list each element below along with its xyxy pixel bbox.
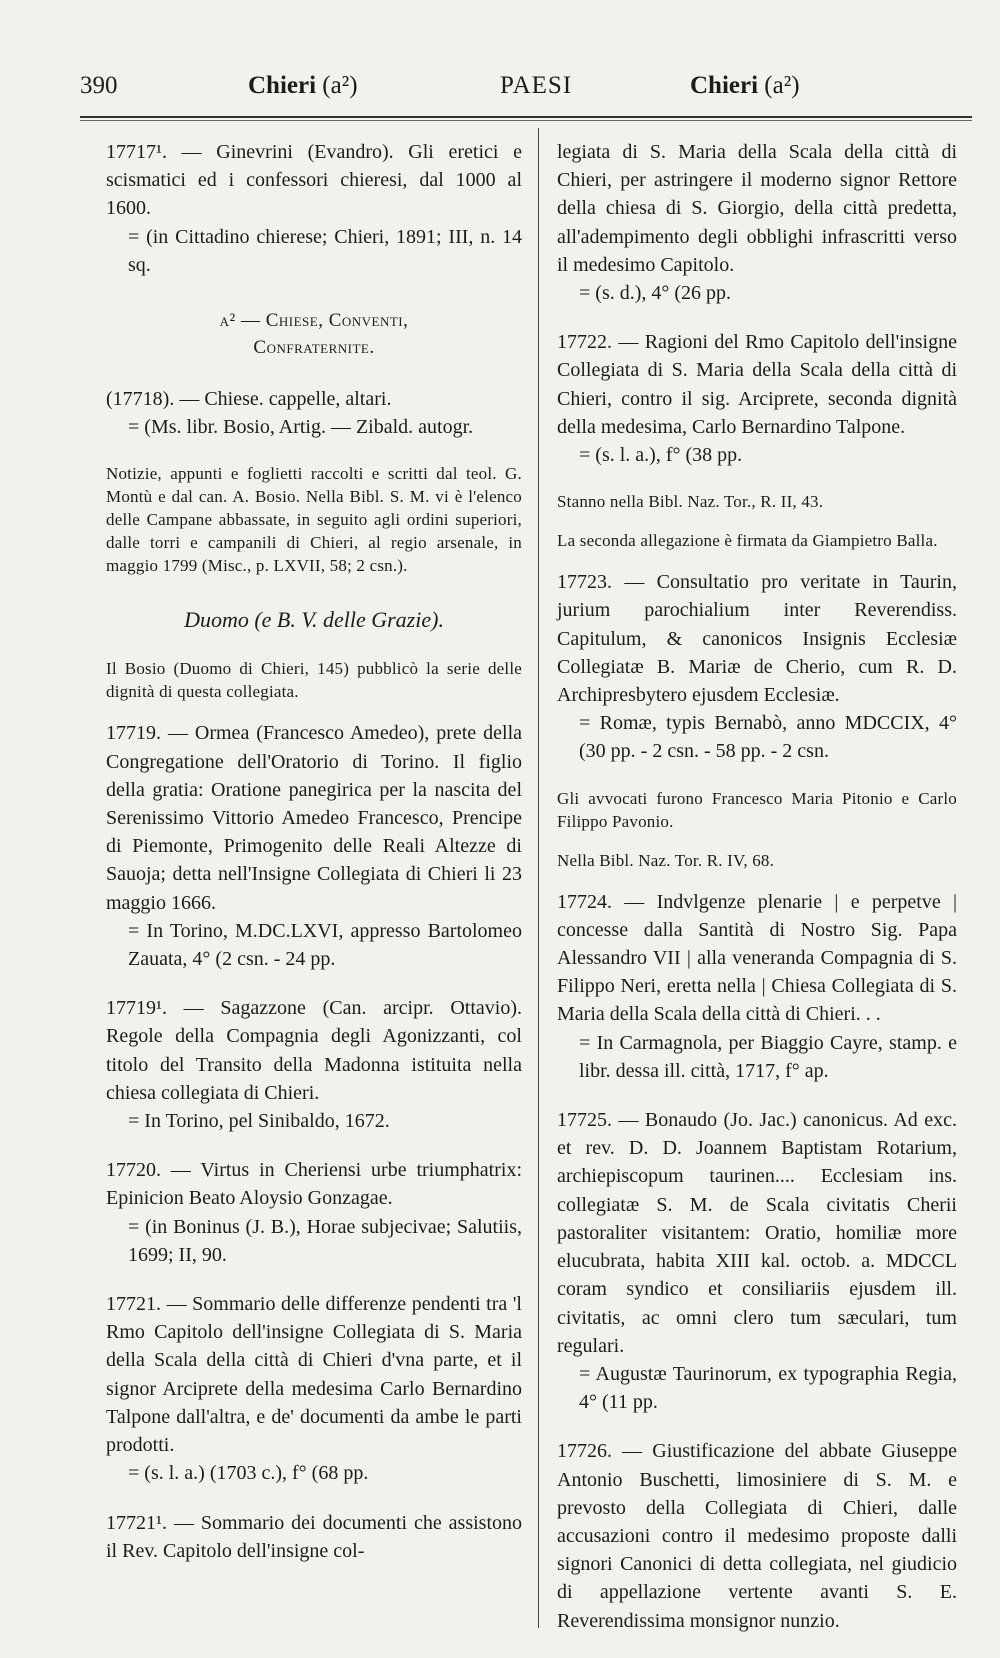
entry-17722: 17722. — Ragioni del Rmo Capitolo dell'insigne Collegiata di S. Maria della Scala della città di Chieri, contro il sig. Arciprete, seconda dignità della medesima, Carlo Bernardino Talpone. = (s. l. a.), f° (38 pp. [557,331,957,467]
entry-17720: 17720. — Virtus in Cheriensi urbe triumphatrix: Epinicion Beato Aloysio Gonzagae. = (in Boninus (J. B.), Horae subjecivae; Salutiis, 1699; II, 90. [106,1159,522,1266]
header-left-title: Chieri (a²) [248,72,358,99]
entry-17725: 17725. — Bonaudo (Jo. Jac.) canonicus. Ad exc. et rev. D. D. Joannem Baptistam Rotarium, archiepiscopum taurinen.... Ecclesiam ins. collegiatæ S. M. de Scala civitatis Cherii pastoraliter visitantem: Oratio, homiliæ more elucubrata, habita XIII kal. octob. a. MDCCL coram syndico et consiliariis ejusdem ill. civitatis, ac omni clero tum sæculari, tum regulari. = Augustæ Taurinorum, ex typographia Regia, 4° (11 pp. [557,1109,957,1414]
running-header [80,72,960,112]
duomo-note: Il Bosio (Duomo di Chieri, 145) pubblicò la serie delle dignità di questa collegiata. [106,659,522,702]
header-right-title: Chieri (a²) [690,72,800,99]
entry-17721-1-cont: legiata di S. Maria della Scala della città di Chieri, per astringere il moderno signor Rettore della chiesa di S. Giorgio, della città predetta, all'adempimento degli obblighi infrascritti verso il medesimo Capitolo. = (s. d.), 4° (26 pp. [557,141,957,305]
entry-17723-note2: Nella Bibl. Naz. Tor. R. IV, 68. [557,850,775,870]
entry-17717-1: 17717¹. — Ginevrini (Evandro). Gli eretici e scismatici ed i confessori chieresi, dal 1000 al 1600. = (in Cittadino chierese; Chieri, 1891; III, n. 14 sq. [106,141,522,276]
header-rule-thin [80,120,972,121]
entry-17719-1: 17719¹. — Sagazzone (Can. arcipr. Ottavio). Regole della Compagnia degli Agonizzanti, col titolo del Transito della Madonna istituita nella chiesa collegiata di Chieri. = In Torino, pel Sinibaldo, 1672. [106,997,522,1133]
entry-17722-note2: La seconda allegazione è firmata da Giampietro Balla. [557,531,938,551]
header-rule [80,116,972,118]
section-heading: a² — Chiese, Conventi, Confraternite. [219,310,409,359]
subheading-duomo: Duomo (e B. V. delle Grazie). [184,607,444,633]
header-center: PAESI [500,72,573,99]
entry-17723-note: Gli avvocati furono Francesco Maria Pitonio e Carlo Filippo Pavonio. [557,788,957,831]
entry-17722-note: Stanno nella Bibl. Naz. Tor., R. II, 43. [557,492,824,512]
entry-17718-note: Notizie, appunti e foglietti raccolti e scritti dal teol. G. Montù e dal can. A. Bosio. Nella Bibl. S. M. vi è l'elenco delle Campane abbassate, in seguito agli ordini superiori, dalle torri e campanili di Chieri, al regio arsenale, in maggio 1799 (Misc., p. LXVII, 58; 2 csn.). [106,464,522,576]
entry-17718: (17718). — Chiese. cappelle, altari. = (Ms. libr. Bosio, Artig. — Zibald. autogr. [106,388,474,439]
left-column [106,138,522,1586]
entry-17723: 17723. — Consultatio pro veritate in Taurin, jurium parochialium inter Reverendiss. Capitulum, & canonicos Insignis Ecclesiæ Collegiatæ B. Mariæ de Cherio, cum R. D. Archipresbytero ejusdem Ecclesiæ. = Romæ, typis Bernabò, anno MDCCIX, 4° (30 pp. - 2 csn. - 58 pp. - 2 csn. [557,571,957,763]
entry-17726: 17726. — Giustificazione del abbate Giuseppe Antonio Buschetti, limosiniere di S. M. e prevosto della Collegiata di Chieri, dalle accusazioni contro il medesimo proposte dalli signori Canonici di detta collegiata, nel giudicio di appellazione vertente avanti S. E. Reverendissima monsignor nunzio. [557,1440,957,1632]
entry-17721: 17721. — Sommario delle differenze pendenti tra 'l Rmo Capitolo dell'insigne Collegiata di S. Maria della Scala della città di Chieri d'vna parte, et il signor Arciprete della medesima Carlo Bernardino Talpone dall'altra, e de' documenti da ambe le parti prodotti. = (s. l. a.) (1703 c.), f° (68 pp. [106,1293,522,1485]
column-divider [538,128,539,1628]
page-number: 390 [80,72,118,99]
right-column [557,138,957,1656]
entry-17721-1: 17721¹. — Sommario dei documenti che assistono il Rev. Capitolo dell'insigne col- [106,1511,522,1562]
entry-17719: 17719. — Ormea (Francesco Amedeo), prete della Congregatione dell'Oratorio di Torino. Il figlio della gratia: Oratione panegirica per la nascita del Serenissimo Vittorio Amedeo Francesco, Prencipe di Piemonte, Primogenito delle Reali Altezze di Sauoja; detta nell'Insigne Collegiata di Chieri li 23 maggio 1666. = In Torino, M.DC.LXVI, appresso Bartolomeo Zauata, 4° (2 csn. - 24 pp. [106,722,522,971]
entry-17724: 17724. — Indvlgenze plenarie | e perpetve | concesse dalla Santità di Nostro Sig. Papa Alessandro VII | alla veneranda Compagnia di S. Filippo Neri, eretta nella | Chiesa Collegiata di S. Maria della Scala della città di Chieri. . . = In Carmagnola, per Biaggio Cayre, stamp. e libr. dessa ill. città, 1717, f° ap. [557,890,957,1082]
